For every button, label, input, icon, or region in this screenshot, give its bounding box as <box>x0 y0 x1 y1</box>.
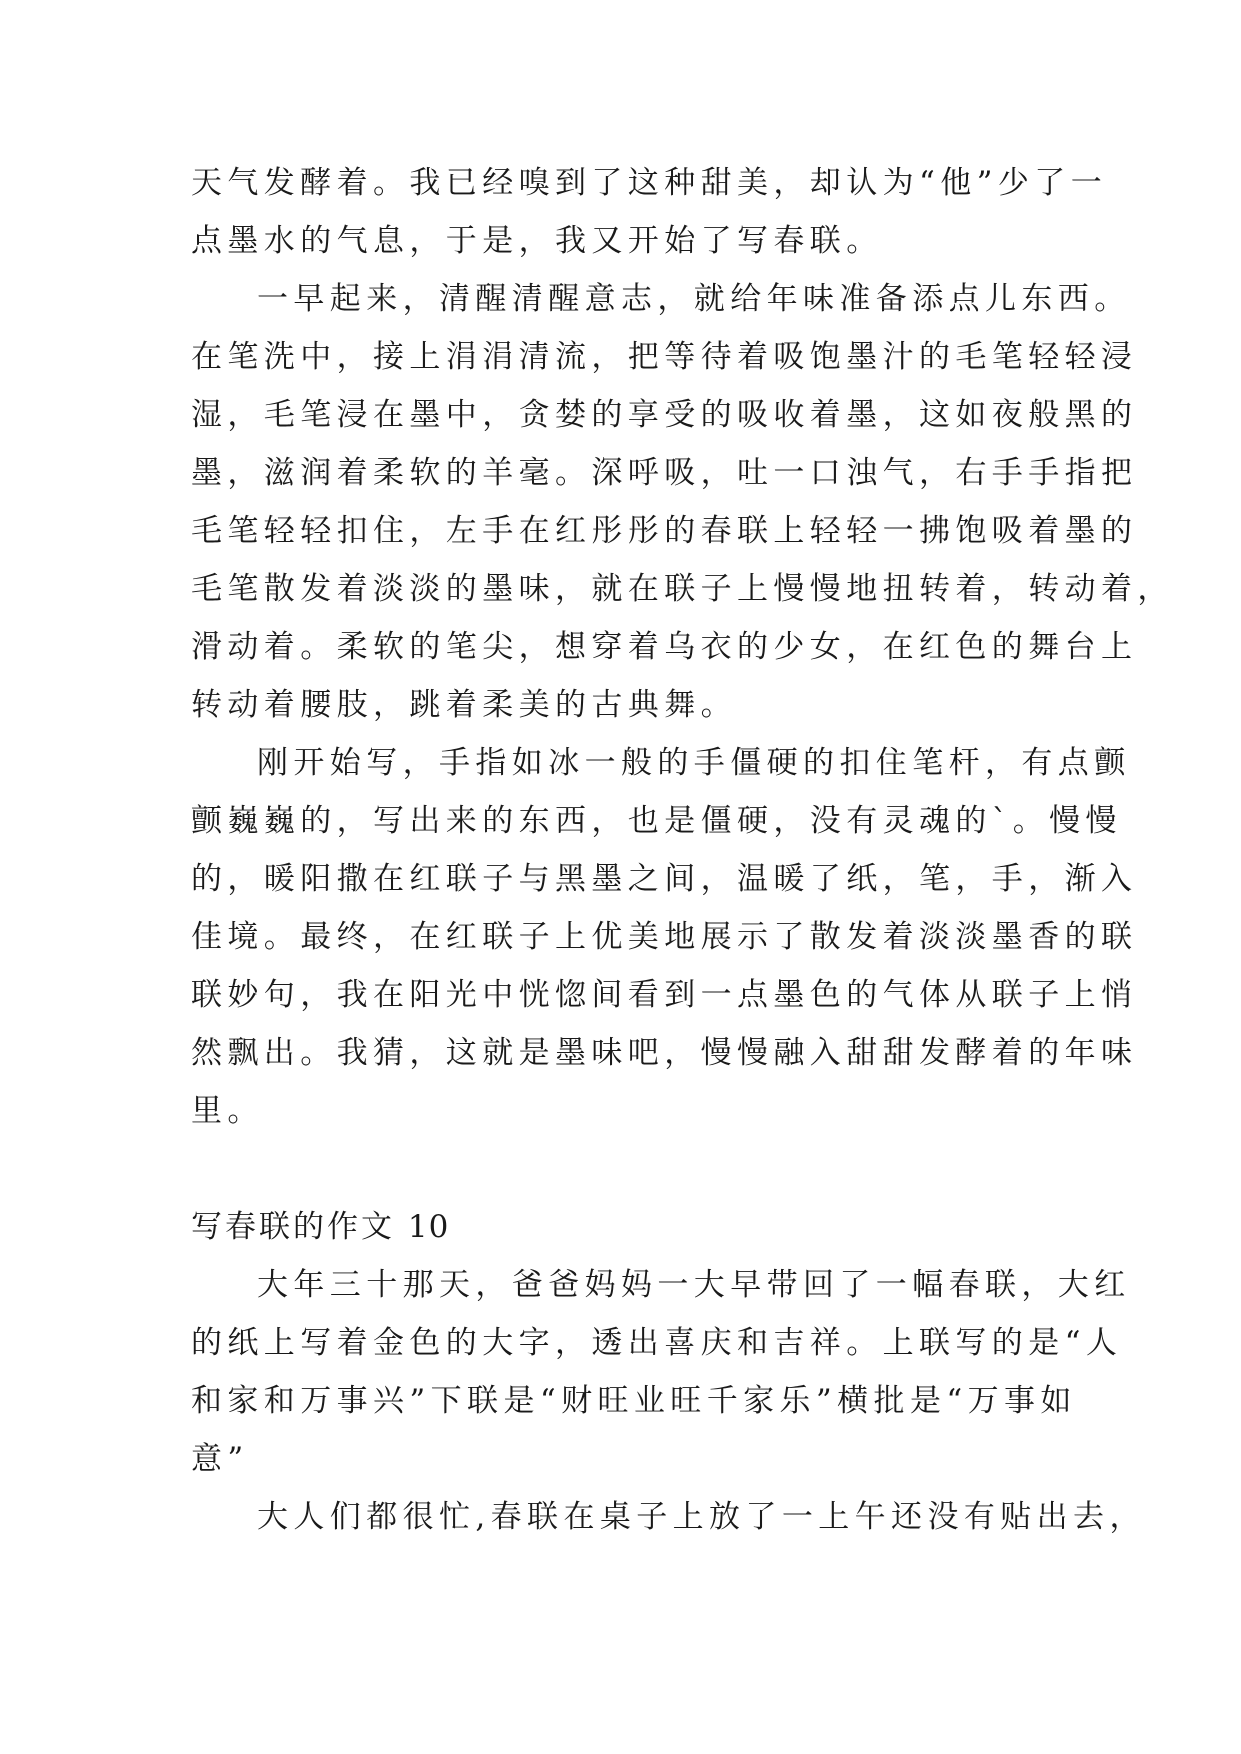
text-line: 的，暖阳撒在红联子与黑墨之间，温暖了纸，笔，手，渐入 <box>191 861 1138 897</box>
section-heading <box>191 1204 1051 1250</box>
text-line: 转动着腰肢，跳着柔美的古典舞。 <box>191 687 737 723</box>
text-line: 毛笔轻轻扣住，左手在红彤彤的春联上轻轻一拂饱吸着墨的 <box>191 513 1138 549</box>
heading-number: 10 <box>407 1209 450 1245</box>
text-line: 意” <box>191 1441 249 1477</box>
text-line: 滑动着。柔软的笔尖，想穿着乌衣的少女，在红色的舞台上 <box>191 629 1138 665</box>
paragraph-first-line: 大人们都很忙,春联在桌子上放了一上午还没有贴出去， <box>257 1499 1146 1535</box>
text-line: 湿，毛笔浸在墨中，贪婪的享受的吸收着墨，这如夜般黑的 <box>191 397 1138 433</box>
text-line: 里。 <box>191 1093 264 1129</box>
text-line: 和家和万事兴”下联是“财旺业旺千家乐”横批是“万事如 <box>191 1383 1077 1419</box>
text-line: 墨，滋润着柔软的羊毫。深呼吸，吐一口浊气，右手手指把 <box>191 455 1138 491</box>
text-line: 佳境。最终，在红联子上优美地展示了散发着淡淡墨香的联 <box>191 919 1138 955</box>
text-line: 联妙句，我在阳光中恍惚间看到一点墨色的气体从联子上悄 <box>191 977 1138 1013</box>
paragraph-first-line: 刚开始写，手指如冰一般的手僵硬的扣住笔杆，有点颤 <box>257 745 1131 781</box>
text-line: 然飘出。我猜，这就是墨味吧，慢慢融入甜甜发酵着的年味 <box>191 1035 1138 1071</box>
heading-title: 写春联的作文 <box>191 1209 395 1245</box>
text-line: 天气发酵着。我已经嗅到了这种甜美，却认为“他”少了一 <box>191 165 1108 201</box>
text-line: 点墨水的气息，于是，我又开始了写春联。 <box>191 223 883 259</box>
text-line: 毛笔散发着淡淡的墨味，就在联子上慢慢地扭转着，转动着， <box>191 571 1174 607</box>
paragraph-first-line: 一早起来，清醒清醒意志，就给年味准备添点儿东西。 <box>257 281 1131 317</box>
text-line: 颤巍巍的，写出来的东西，也是僵硬，没有灵魂的`。慢慢 <box>191 803 1122 839</box>
paragraph-first-line: 大年三十那天，爸爸妈妈一大早带回了一幅春联，大红 <box>257 1267 1131 1303</box>
text-line: 的纸上写着金色的大字，透出喜庆和吉祥。上联写的是“人 <box>191 1325 1123 1361</box>
text-line: 在笔洗中，接上涓涓清流，把等待着吸饱墨汁的毛笔轻轻浸 <box>191 339 1138 375</box>
